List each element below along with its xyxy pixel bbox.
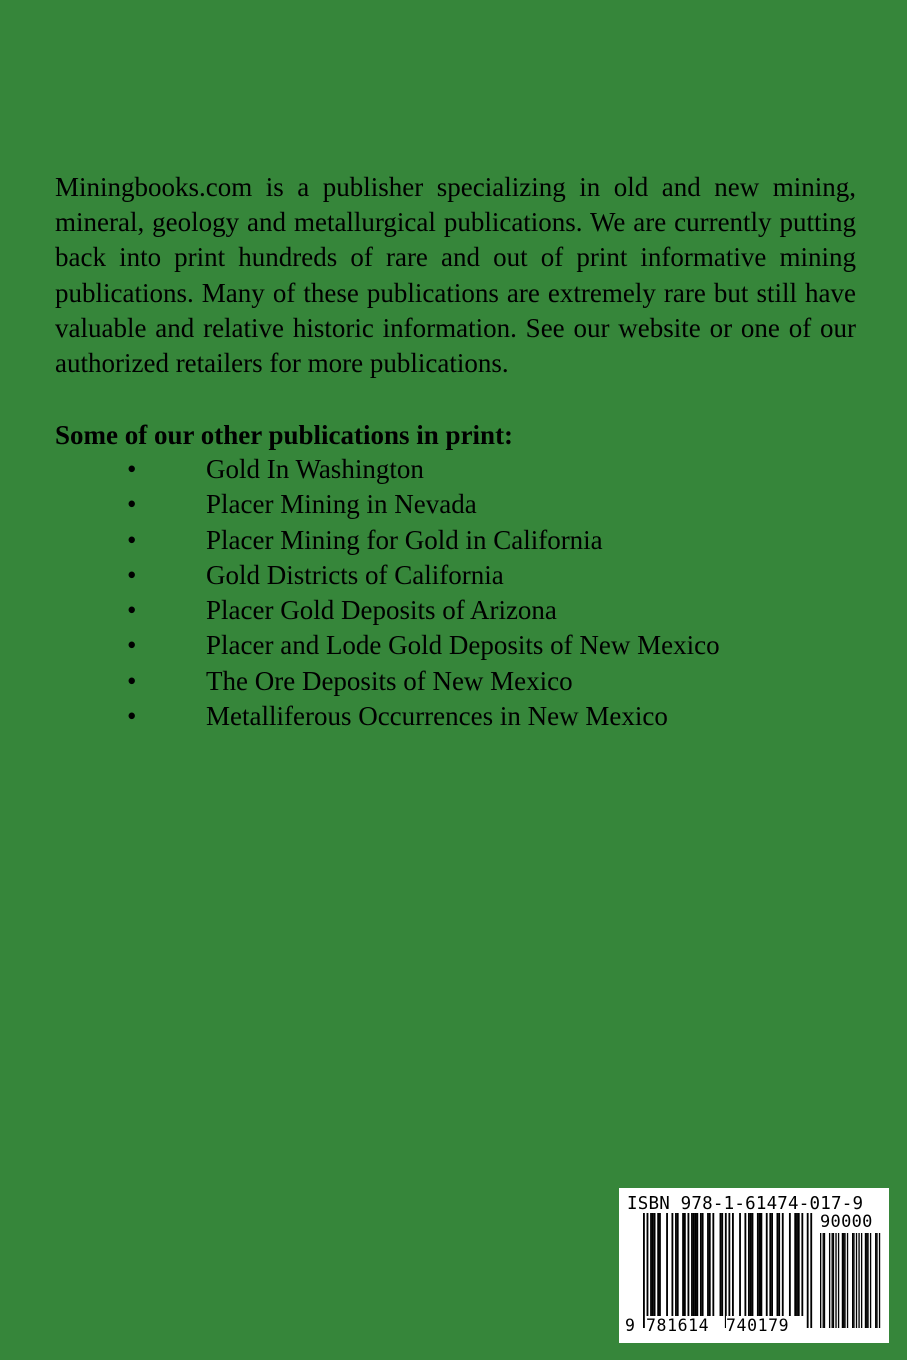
addon-bar xyxy=(861,1233,862,1328)
publisher-description: Miningbooks.com is a publisher specializing in old and new mining, mineral, geology and metallurgical publications. We are currently putting back into print hundreds of rare and out of print informative mining publications. Many of these publications are extremely rare but still have valuable and relative historic information. See our website or one of our authorized retailers for more publications. xyxy=(55,172,856,379)
bullet-icon: • xyxy=(127,489,137,520)
bullet-icon: • xyxy=(127,524,137,555)
barcode-bar xyxy=(757,1213,759,1316)
addon-bar xyxy=(833,1233,834,1328)
barcode-bar xyxy=(659,1213,661,1316)
publication-title: Placer Mining for Gold in California xyxy=(206,524,603,555)
barcode-bar xyxy=(810,1213,812,1328)
publication-title: Gold In Washington xyxy=(206,454,424,484)
price-code: 90000 xyxy=(820,1212,873,1232)
bullet-icon: • xyxy=(127,559,137,590)
barcode-bar xyxy=(778,1213,780,1316)
barcode-bar xyxy=(695,1213,697,1316)
barcode-bar xyxy=(684,1213,686,1316)
barcode-bar xyxy=(688,1213,690,1316)
publications-heading: Some of our other publications in print: xyxy=(55,420,514,450)
bullet-icon: • xyxy=(127,665,137,696)
addon-bar xyxy=(835,1233,836,1328)
addon-bar xyxy=(852,1233,853,1328)
addon-bar xyxy=(847,1233,848,1328)
barcode-bar xyxy=(652,1213,654,1316)
addon-bar xyxy=(820,1233,821,1328)
barcode-bar xyxy=(691,1213,693,1316)
addon-bar xyxy=(867,1233,868,1328)
ean-right-digits: 740179 xyxy=(726,1316,790,1335)
addon-bar xyxy=(870,1233,871,1328)
barcode-bar xyxy=(677,1213,679,1316)
addon-bar xyxy=(875,1233,876,1328)
barcode-bar xyxy=(728,1213,730,1328)
barcode-bar xyxy=(732,1213,734,1316)
addon-bar xyxy=(843,1233,844,1328)
barcode-bar xyxy=(744,1213,746,1316)
barcode-bar xyxy=(721,1213,723,1316)
barcode-bar xyxy=(650,1213,652,1316)
publication-title: Placer Gold Deposits of Arizona xyxy=(206,595,557,626)
barcode-bar xyxy=(643,1213,645,1328)
barcode-bar xyxy=(796,1213,798,1316)
addon-bar xyxy=(876,1233,877,1328)
barcode-bar xyxy=(769,1213,771,1316)
ean-lead-digit: 9 xyxy=(625,1316,635,1335)
addon-bar xyxy=(824,1233,825,1328)
barcode-bar xyxy=(709,1213,711,1316)
bullet-icon: • xyxy=(127,595,137,626)
publication-title: Metalliferous Occurrences in New Mexico xyxy=(206,701,668,732)
publication-title: Placer Mining in Nevada xyxy=(206,489,477,520)
publication-title: Gold Districts of California xyxy=(206,559,504,590)
addon-bar xyxy=(865,1233,866,1328)
barcode-bar xyxy=(752,1213,754,1316)
barcode-bar xyxy=(654,1213,656,1316)
barcode-bar xyxy=(739,1213,741,1316)
barcode-bar xyxy=(707,1213,709,1316)
barcode-bar xyxy=(748,1213,750,1316)
barcode-bar xyxy=(675,1213,677,1316)
addon-bar xyxy=(866,1233,867,1328)
addon-bar xyxy=(853,1233,854,1328)
barcode-bar xyxy=(750,1213,752,1316)
barcode-bar xyxy=(647,1213,649,1328)
barcode-bar xyxy=(725,1213,727,1328)
barcode-bar xyxy=(696,1213,698,1316)
addon-bar xyxy=(838,1233,839,1328)
barcode-bar xyxy=(801,1213,803,1316)
isbn-text: ISBN 978-1-61474-017-9 xyxy=(627,1194,864,1214)
addon-bar xyxy=(844,1233,845,1328)
barcode-bar xyxy=(759,1213,761,1316)
barcode-bar xyxy=(702,1213,704,1316)
publication-title: The Ore Deposits of New Mexico xyxy=(206,665,573,696)
barcode-bar xyxy=(671,1213,673,1316)
addon-bar xyxy=(858,1233,859,1328)
barcode-bar xyxy=(807,1213,809,1328)
addon-bar xyxy=(879,1233,880,1328)
addon-bar xyxy=(832,1233,833,1328)
barcode-bar xyxy=(794,1213,796,1316)
barcode-bar xyxy=(666,1213,668,1316)
barcode-bar xyxy=(782,1213,784,1316)
barcode-bar xyxy=(789,1213,791,1316)
bullet-icon: • xyxy=(127,630,137,661)
barcode-bar xyxy=(657,1213,659,1316)
barcode-bar xyxy=(693,1213,695,1316)
addon-bar xyxy=(842,1233,843,1328)
barcode-bar xyxy=(777,1213,779,1316)
addon-bar xyxy=(856,1233,857,1328)
bullet-icon: • xyxy=(127,454,137,484)
isbn-barcode xyxy=(619,1188,889,1343)
barcode-bar xyxy=(682,1213,684,1316)
barcode-bar xyxy=(712,1213,714,1316)
barcode-bar xyxy=(720,1213,722,1316)
publication-title: Placer and Lode Gold Deposits of New Mexico xyxy=(206,630,720,661)
bullet-icon: • xyxy=(127,701,137,732)
ean-left-digits: 781614 xyxy=(646,1316,710,1335)
addon-bar xyxy=(829,1233,830,1328)
barcode-bar xyxy=(771,1213,773,1316)
barcode-bar xyxy=(760,1213,762,1316)
barcode-bar xyxy=(798,1213,800,1316)
barcode-bar xyxy=(766,1213,768,1316)
barcode-bar xyxy=(700,1213,702,1316)
addon-bar xyxy=(823,1233,824,1328)
